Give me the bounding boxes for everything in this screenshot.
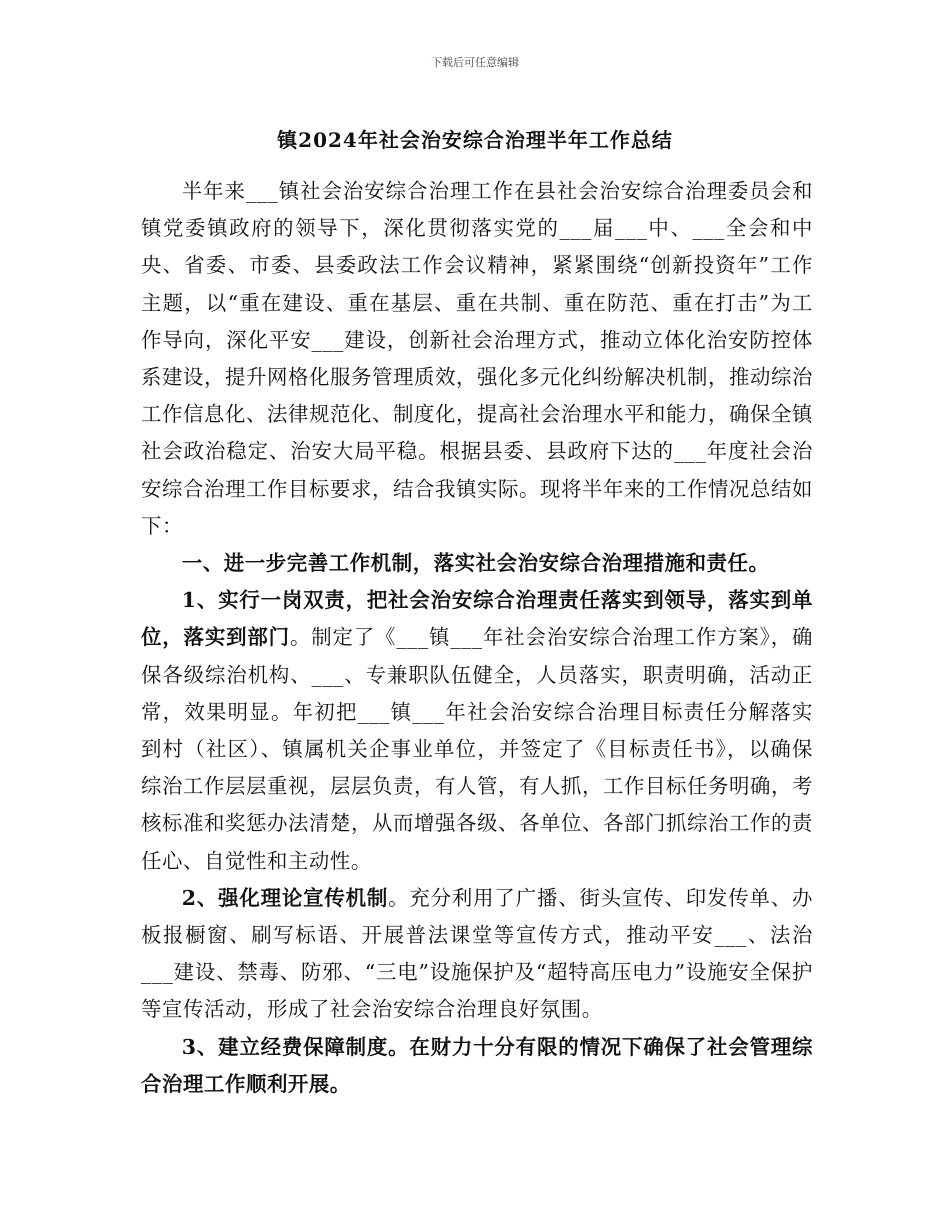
intro-paragraph: 半年来___镇社会治安综合治理工作在县社会治安综合治理委员会和镇党委镇政府的领导下，深化贯彻落实党的___届___中、___全会和中央、省委、市委、县委政法工作会议精神，紧紧围绕“创新投资年”工作主题，以“重在建设、重在基层、重在共制、重在防范、重在打击”为工作导向，深化平安___建设，创新社会治理方式，推动立体化治安防控体系建设，提升网格化服务管理质效，强化多元化纠纷解决机制，推动综治工作信息化、法律规范化、制度化，提高社会治理水平和能力，确保全镇社会政治稳定、治安大局平稳。根据县委、县政府下达的___年度社会治安综合治理工作目标要求，结合我镇实际。现将半年来的工作情况总结如下： <box>141 179 813 538</box>
item-2-heading: 2、强化理论宣传机制 <box>181 885 389 910</box>
document-title: 镇2024年社会治安综合治理半年工作总结 <box>277 128 673 152</box>
paragraph-item-1 <box>141 582 813 880</box>
item-1-body: 。制定了《___镇___年社会治安综合治理工作方案》，确保各级综治机构、___、专兼职队伍健全，人员落实，职责明确，活动正常，效果明显。年初把___镇___年社会治安综合治理目标责任分解落实到村（社区）、镇属机关企事业单位，并签定了《目标责任书》，以确保综治工作层层重视，层层负责，有人管，有人抓，工作目标任务明确，考核标准和奖惩办法清楚，从而增强各级、各单位、各部门抓综治工作的责任心、自觉性和主动性。 <box>141 625 813 873</box>
item-2-body: 。充分利用了广播、街头宣传、印发传单、办板报橱窗、刷写标语、开展普法课堂等宣传方式，推动平安___、法治___建设、禁毒、防邪、“三电”设施保护及“超特高压电力”设施安全保护等宣传活动，形成了社会治安综合治理良好氛围。 <box>141 885 814 1022</box>
paragraph-item-3: 3、建立经费保障制度。在财力十分有限的情况下确保了社会管理综合治理工作顺利开展。 <box>141 1034 813 1096</box>
document-body <box>141 173 813 1103</box>
paragraph-item-2 <box>141 880 813 1029</box>
page-header: 下载后可任意编辑 <box>431 56 519 69</box>
section-heading-1: 一、进一步完善工作机制，落实社会治安综合治理措施和责任。 <box>181 551 770 576</box>
item-1-heading: 1、实行一岗双责，把社会治安综合治理责任落实到领导，落实到单位，落实到部门 <box>141 588 813 650</box>
